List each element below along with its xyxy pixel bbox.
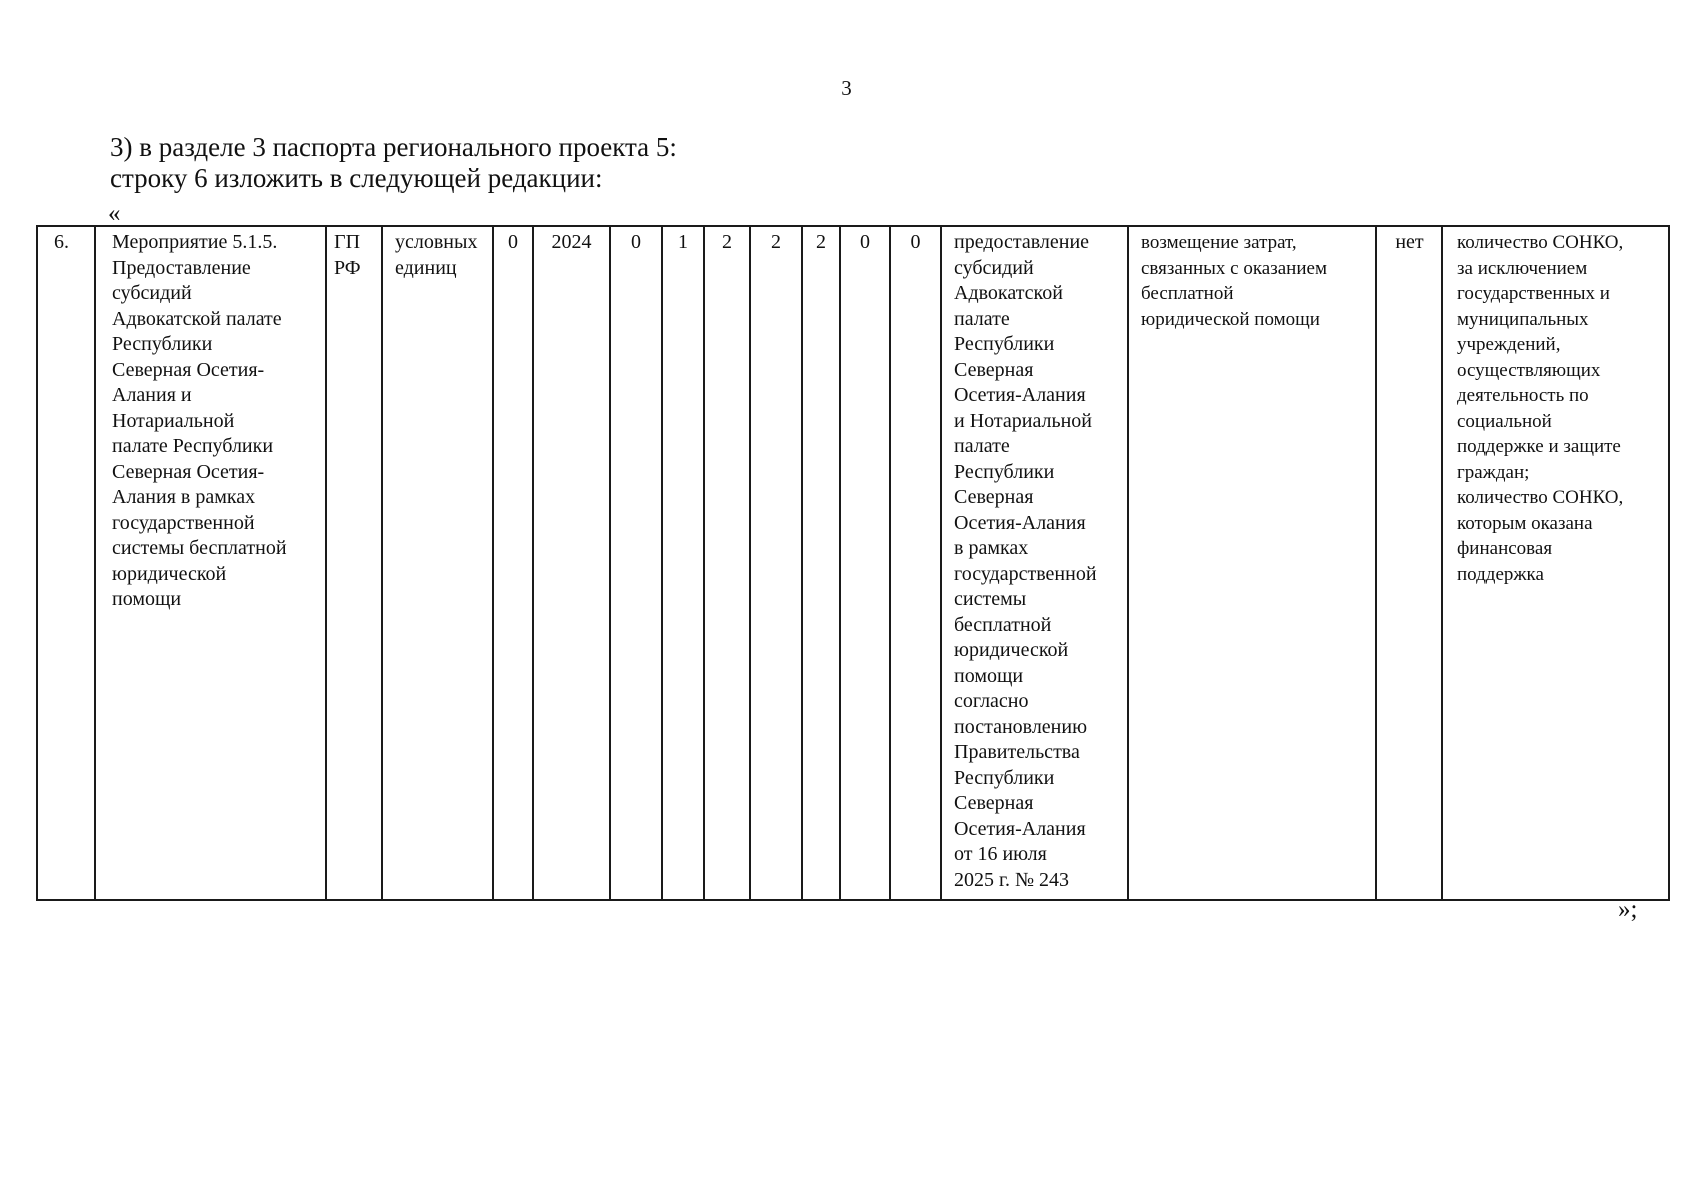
period-value: 2 xyxy=(771,231,781,253)
period-value: 0 xyxy=(910,231,921,253)
period-value: 1 xyxy=(678,231,688,253)
cost-type: возмещение затрат, связанных с оказанием бесплатной юридической помощи xyxy=(1141,232,1327,330)
page-number: 3 xyxy=(841,76,852,100)
base-year: 2024 xyxy=(551,231,592,253)
flag-cell xyxy=(1376,226,1442,900)
amendment-instruction-line: строку 6 изложить в следующей редакции: xyxy=(110,163,603,193)
amendment-intro xyxy=(110,132,677,194)
description-cell xyxy=(941,226,1128,900)
base-year-cell xyxy=(533,226,610,900)
program-cell xyxy=(326,226,382,900)
value-cell xyxy=(802,226,840,900)
unit-cell xyxy=(382,226,493,900)
row-number: 6. xyxy=(54,231,69,253)
measure-name: Мероприятие 5.1.5. Предоставление субсидий Адвокатской палате Республики Северная Осетия- Алания и Нотариальной палате Республики Северная Осетия- Алания в рамках государственной системы бесплатной юридической помощи xyxy=(112,231,287,610)
value-cell xyxy=(704,226,750,900)
period-value: 0 xyxy=(631,231,641,253)
measure-table xyxy=(36,225,1670,901)
row-number-cell xyxy=(37,226,95,900)
indicators-cell xyxy=(1442,226,1669,900)
flag-value: нет xyxy=(1395,231,1424,253)
opening-quote: « xyxy=(108,200,121,227)
value-cell xyxy=(662,226,704,900)
base-value: 0 xyxy=(508,231,518,253)
amendment-section-line: 3) в разделе 3 паспорта регионального проекта 5: xyxy=(110,132,677,162)
value-cell xyxy=(840,226,890,900)
indicators-text: количество СОНКО, за исключением государственных и муниципальных учреждений, осуществляющих деятельность по социальной поддержке и защите граждан; количество СОНКО, которым оказана финансовая поддержка xyxy=(1457,232,1624,585)
closing-quote: »; xyxy=(1618,896,1638,923)
table-row xyxy=(37,226,1669,900)
value-cell xyxy=(750,226,802,900)
period-value: 2 xyxy=(816,231,826,253)
value-cell xyxy=(890,226,941,900)
value-cell xyxy=(610,226,662,900)
unit-of-measure: условных единиц xyxy=(395,231,478,279)
period-value: 0 xyxy=(860,231,870,253)
base-value-cell xyxy=(493,226,533,900)
measure-name-cell xyxy=(95,226,326,900)
measure-description: предоставление субсидий Адвокатской палате Республики Северная Осетия-Алания и Нотариальной палате Республики Северная Осетия-Алания в рамках государственной системы бесплатной юридической помощи согласно постановлению Правительства Республики Северная Осетия-Алания от 16 июля 2025 г. № 243 xyxy=(954,231,1097,891)
program-code: ГП РФ xyxy=(334,231,361,279)
period-value: 2 xyxy=(722,231,732,253)
cost-type-cell xyxy=(1128,226,1376,900)
